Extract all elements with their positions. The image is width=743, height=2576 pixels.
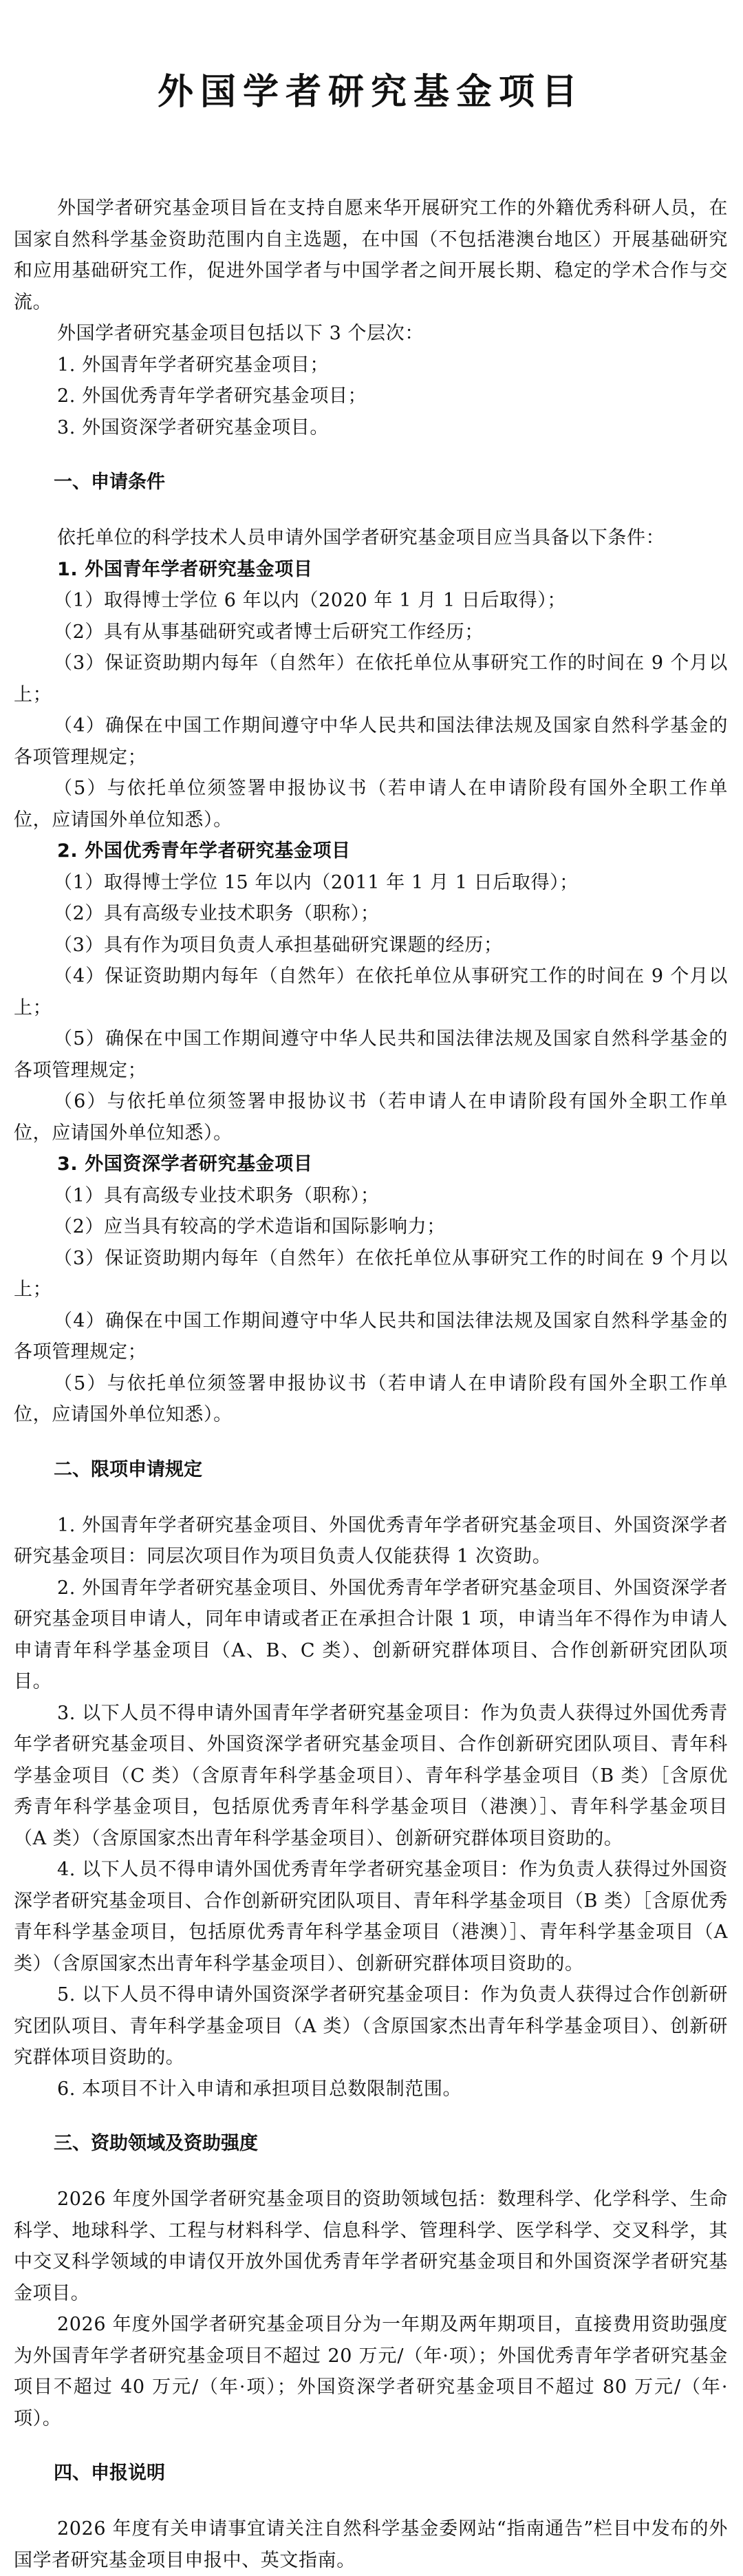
section-application-notes [14,2458,728,2576]
condition-item: （5）确保在中国工作期间遵守中华人民共和国法律法规及国家自然科学基金的各项管理规定； [14,1028,728,1081]
limit-item: 5. 以下人员不得申请外国资深学者研究基金项目：作为负责人获得过合作创新研究团队项目、青年科学基金项目（A 类）（含原国家杰出青年科学基金项目）、创新研究群体项目资助的。 [14,1984,728,2068]
funding-paragraph: 2026 年度外国学者研究基金项目分为一年期及两年期项目，直接费用资助强度为外国青年学者研究基金项目不超过 20 万元/（年·项）；外国优秀青年学者研究基金项目不超过 40 万元/（年·项）；外国资深学者研究基金项目不超过 80 万元/（年·项）。 [14,2314,728,2429]
condition-item: （6）与依托单位须签署申报协议书（若申请人在申请阶段有国外全职工作单位，应请国外单位知悉）。 [14,1091,728,1144]
section-heading: 一、申请条件 [54,471,165,493]
section-heading: 二、限项申请规定 [54,1458,202,1480]
limit-item: 4. 以下人员不得申请外国优秀青年学者研究基金项目：作为负责人获得过外国资深学者研究基金项目、合作创新研究团队项目、青年科学基金项目（B 类）［含原优秀青年科学基金项目，包括原优秀青年科学基金项目（港澳）］、青年科学基金项目（A 类）（含原国家杰出青年科学基金项目）、创新研究群体项目资助的。 [14,1859,728,1974]
intro-paragraph: 外国学者研究基金项目旨在支持自愿来华开展研究工作的外籍优秀科研人员，在国家自然科学基金资助范围内自主选题，在中国（不包括港澳台地区）开展基础研究和应用基础研究工作，促进外国学者与中国学者之间开展长期、稳定的学术合作与交流。 [14,198,728,313]
limit-item: 3. 以下人员不得申请外国青年学者研究基金项目：作为负责人获得过外国优秀青年学者研究基金项目、外国资深学者研究基金项目、合作创新研究团队项目、青年科学基金项目（C 类）（含原青年科学基金项目）、青年科学基金项目（B 类）［含原优秀青年科学基金项目，包括原优秀青年科学基金项目（港澳）］、青年科学基金项目（A 类）（含原国家杰出青年科学基金项目）、创新研究群体项目资助的。 [14,1702,728,1849]
section-limits [14,1454,728,2105]
condition-item: （4）确保在中国工作期间遵守中华人民共和国法律法规及国家自然科学基金的各项管理规定； [14,1310,728,1363]
section-funding [14,2128,728,2434]
condition-item: （5）与依托单位须签署申报协议书（若申请人在申请阶段有国外全职工作单位，应请国外单位知悉）。 [14,1372,728,1425]
page-title: 外国学者研究基金项目 [157,71,584,113]
group-title: 2. 外国优秀青年学者研究基金项目 [57,840,351,862]
section-heading: 三、资助领域及资助强度 [54,2133,258,2154]
section-heading: 四、申报说明 [54,2462,165,2484]
condition-item: （4）确保在中国工作期间遵守中华人民共和国法律法规及国家自然科学基金的各项管理规定； [14,715,728,768]
limit-item: 1. 外国青年学者研究基金项目、外国优秀青年学者研究基金项目、外国资深学者研究基金项目：同层次项目作为项目负责人仅能获得 1 次资助。 [14,1514,728,1567]
condition-item: （2）具有从事基础研究或者博士后研究工作经历； [54,621,484,643]
condition-item: （5）与依托单位须签署申报协议书（若申请人在申请阶段有国外全职工作单位，应请国外单位知悉）。 [14,778,728,831]
level-item: 3. 外国资深学者研究基金项目。 [57,416,329,438]
limit-item: 6. 本项目不计入申请和承担项目总数限制范围。 [57,2078,462,2100]
group-title: 3. 外国资深学者研究基金项目 [57,1153,313,1175]
section-eligibility [14,467,728,1431]
section-lead: 依托单位的科学技术人员申请外国学者研究基金项目应当具备以下条件： [57,527,665,549]
levels-lead: 外国学者研究基金项目包括以下 3 个层次： [57,323,424,344]
funding-paragraph: 2026 年度外国学者研究基金项目的资助领域包括：数理科学、化学科学、生命科学、地球科学、工程与材料科学、信息科学、管理科学、医学科学、交叉科学，其中交叉科学领域的申请仅开放外国优秀青年学者研究基金项目和外国资深学者研究基金项目。 [14,2189,728,2304]
intro-section [14,193,728,443]
condition-item: （2）应当具有较高的学术造诣和国际影响力； [54,1216,446,1237]
limit-item: 2. 外国青年学者研究基金项目、外国优秀青年学者研究基金项目、外国资深学者研究基金项目申请人，同年申请或者正在承担合计限 1 项，申请当年不得作为申请人申请青年科学基金项目（A、B、C 类）、创新研究群体项目、合作创新研究团队项目。 [14,1577,728,1692]
condition-item: （1）具有高级专业技术职务（职称）； [54,1184,380,1206]
condition-item: （4）保证资助期内每年（自然年）在依托单位从事研究工作的时间在 9 个月以上； [14,966,728,1019]
notes-paragraph: 2026 年度有关申请事宜请关注自然科学基金委网站“指南通告”栏目中发布的外国学者研究基金项目申报中、英文指南。 [14,2518,728,2571]
condition-item: （3）具有作为项目负责人承担基础研究课题的经历； [54,934,503,956]
level-item: 1. 外国青年学者研究基金项目； [57,354,329,376]
group-title: 1. 外国青年学者研究基金项目 [57,558,313,580]
condition-item: （1）取得博士学位 6 年以内（2020 年 1 月 1 日后取得）； [54,590,567,611]
condition-item: （2）具有高级专业技术职务（职称）； [54,903,380,924]
condition-item: （1）取得博士学位 15 年以内（2011 年 1 月 1 日后取得）； [54,871,579,893]
condition-item: （3）保证资助期内每年（自然年）在依托单位从事研究工作的时间在 9 个月以上； [14,1247,728,1300]
condition-item: （3）保证资助期内每年（自然年）在依托单位从事研究工作的时间在 9 个月以上； [14,652,728,705]
level-item: 2. 外国优秀青年学者研究基金项目； [57,385,367,407]
